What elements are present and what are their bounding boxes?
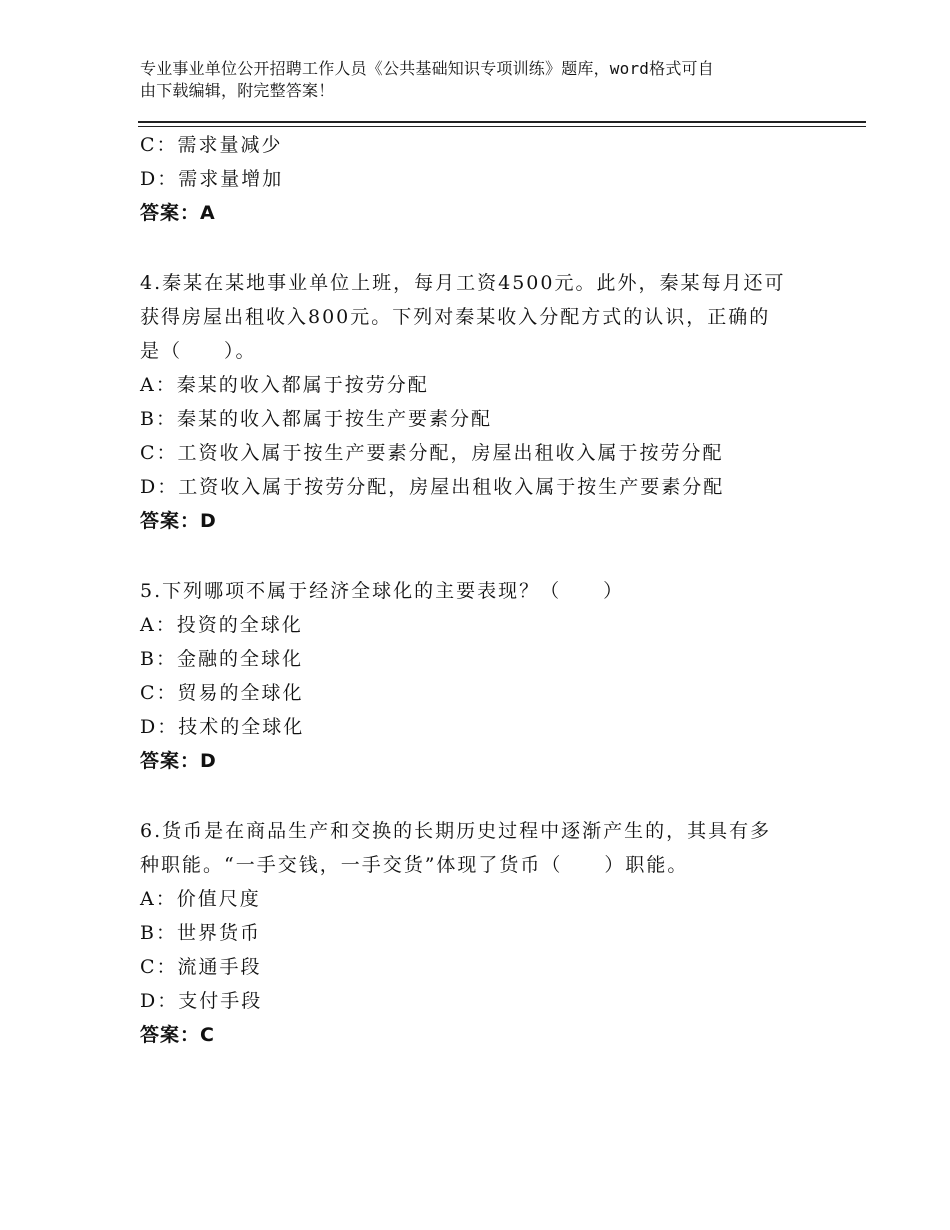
header-rule <box>138 121 866 127</box>
question-4 <box>140 266 820 538</box>
header-line-1: 专业事业单位公开招聘工作人员《公共基础知识专项训练》题库，word格式可自 <box>140 59 714 78</box>
question-text: 是（ ）。 <box>140 340 257 362</box>
question-text: 6.货币是在商品生产和交换的长期历史过程中逐渐产生的，其具有多 <box>140 820 772 842</box>
answer: 答案：D <box>140 510 217 532</box>
option-d: D：支付手段 <box>140 990 263 1012</box>
option-b: B：秦某的收入都属于按生产要素分配 <box>140 408 492 430</box>
question-text: 4.秦某在某地事业单位上班，每月工资4500元。此外，秦某每月还可 <box>140 272 786 294</box>
option-c: C：流通手段 <box>140 956 262 978</box>
option-a: A：投资的全球化 <box>140 614 303 636</box>
question-text: 获得房屋出租收入800元。下列对秦某收入分配方式的认识，正确的 <box>140 306 771 328</box>
question-text: 5.下列哪项不属于经济全球化的主要表现？（ ） <box>140 580 625 602</box>
option-a: A：价值尺度 <box>140 888 261 910</box>
question-text: 种职能。“一手交钱，一手交货”体现了货币（ ）职能。 <box>140 854 689 876</box>
option-b: B：金融的全球化 <box>140 648 303 670</box>
option-c: C：需求量减少 <box>140 134 283 156</box>
option-a: A：秦某的收入都属于按劳分配 <box>140 374 429 396</box>
option-c: C：贸易的全球化 <box>140 682 304 704</box>
option-d: D：工资收入属于按劳分配，房屋出租收入属于按生产要素分配 <box>140 476 725 498</box>
page-header <box>140 58 820 102</box>
option-d: D：需求量增加 <box>140 168 284 190</box>
question-6 <box>140 814 820 1052</box>
option-c: C：工资收入属于按生产要素分配，房屋出租收入属于按劳分配 <box>140 442 724 464</box>
answer: 答案：C <box>140 1024 215 1046</box>
header-line-2: 由下载编辑，附完整答案！ <box>140 81 335 100</box>
question-5 <box>140 574 820 778</box>
option-d: D：技术的全球化 <box>140 716 305 738</box>
question-3-tail <box>140 128 820 230</box>
option-b: B：世界货币 <box>140 922 261 944</box>
answer: 答案：D <box>140 750 217 772</box>
answer: 答案：A <box>140 202 216 224</box>
question-list <box>140 128 820 1052</box>
